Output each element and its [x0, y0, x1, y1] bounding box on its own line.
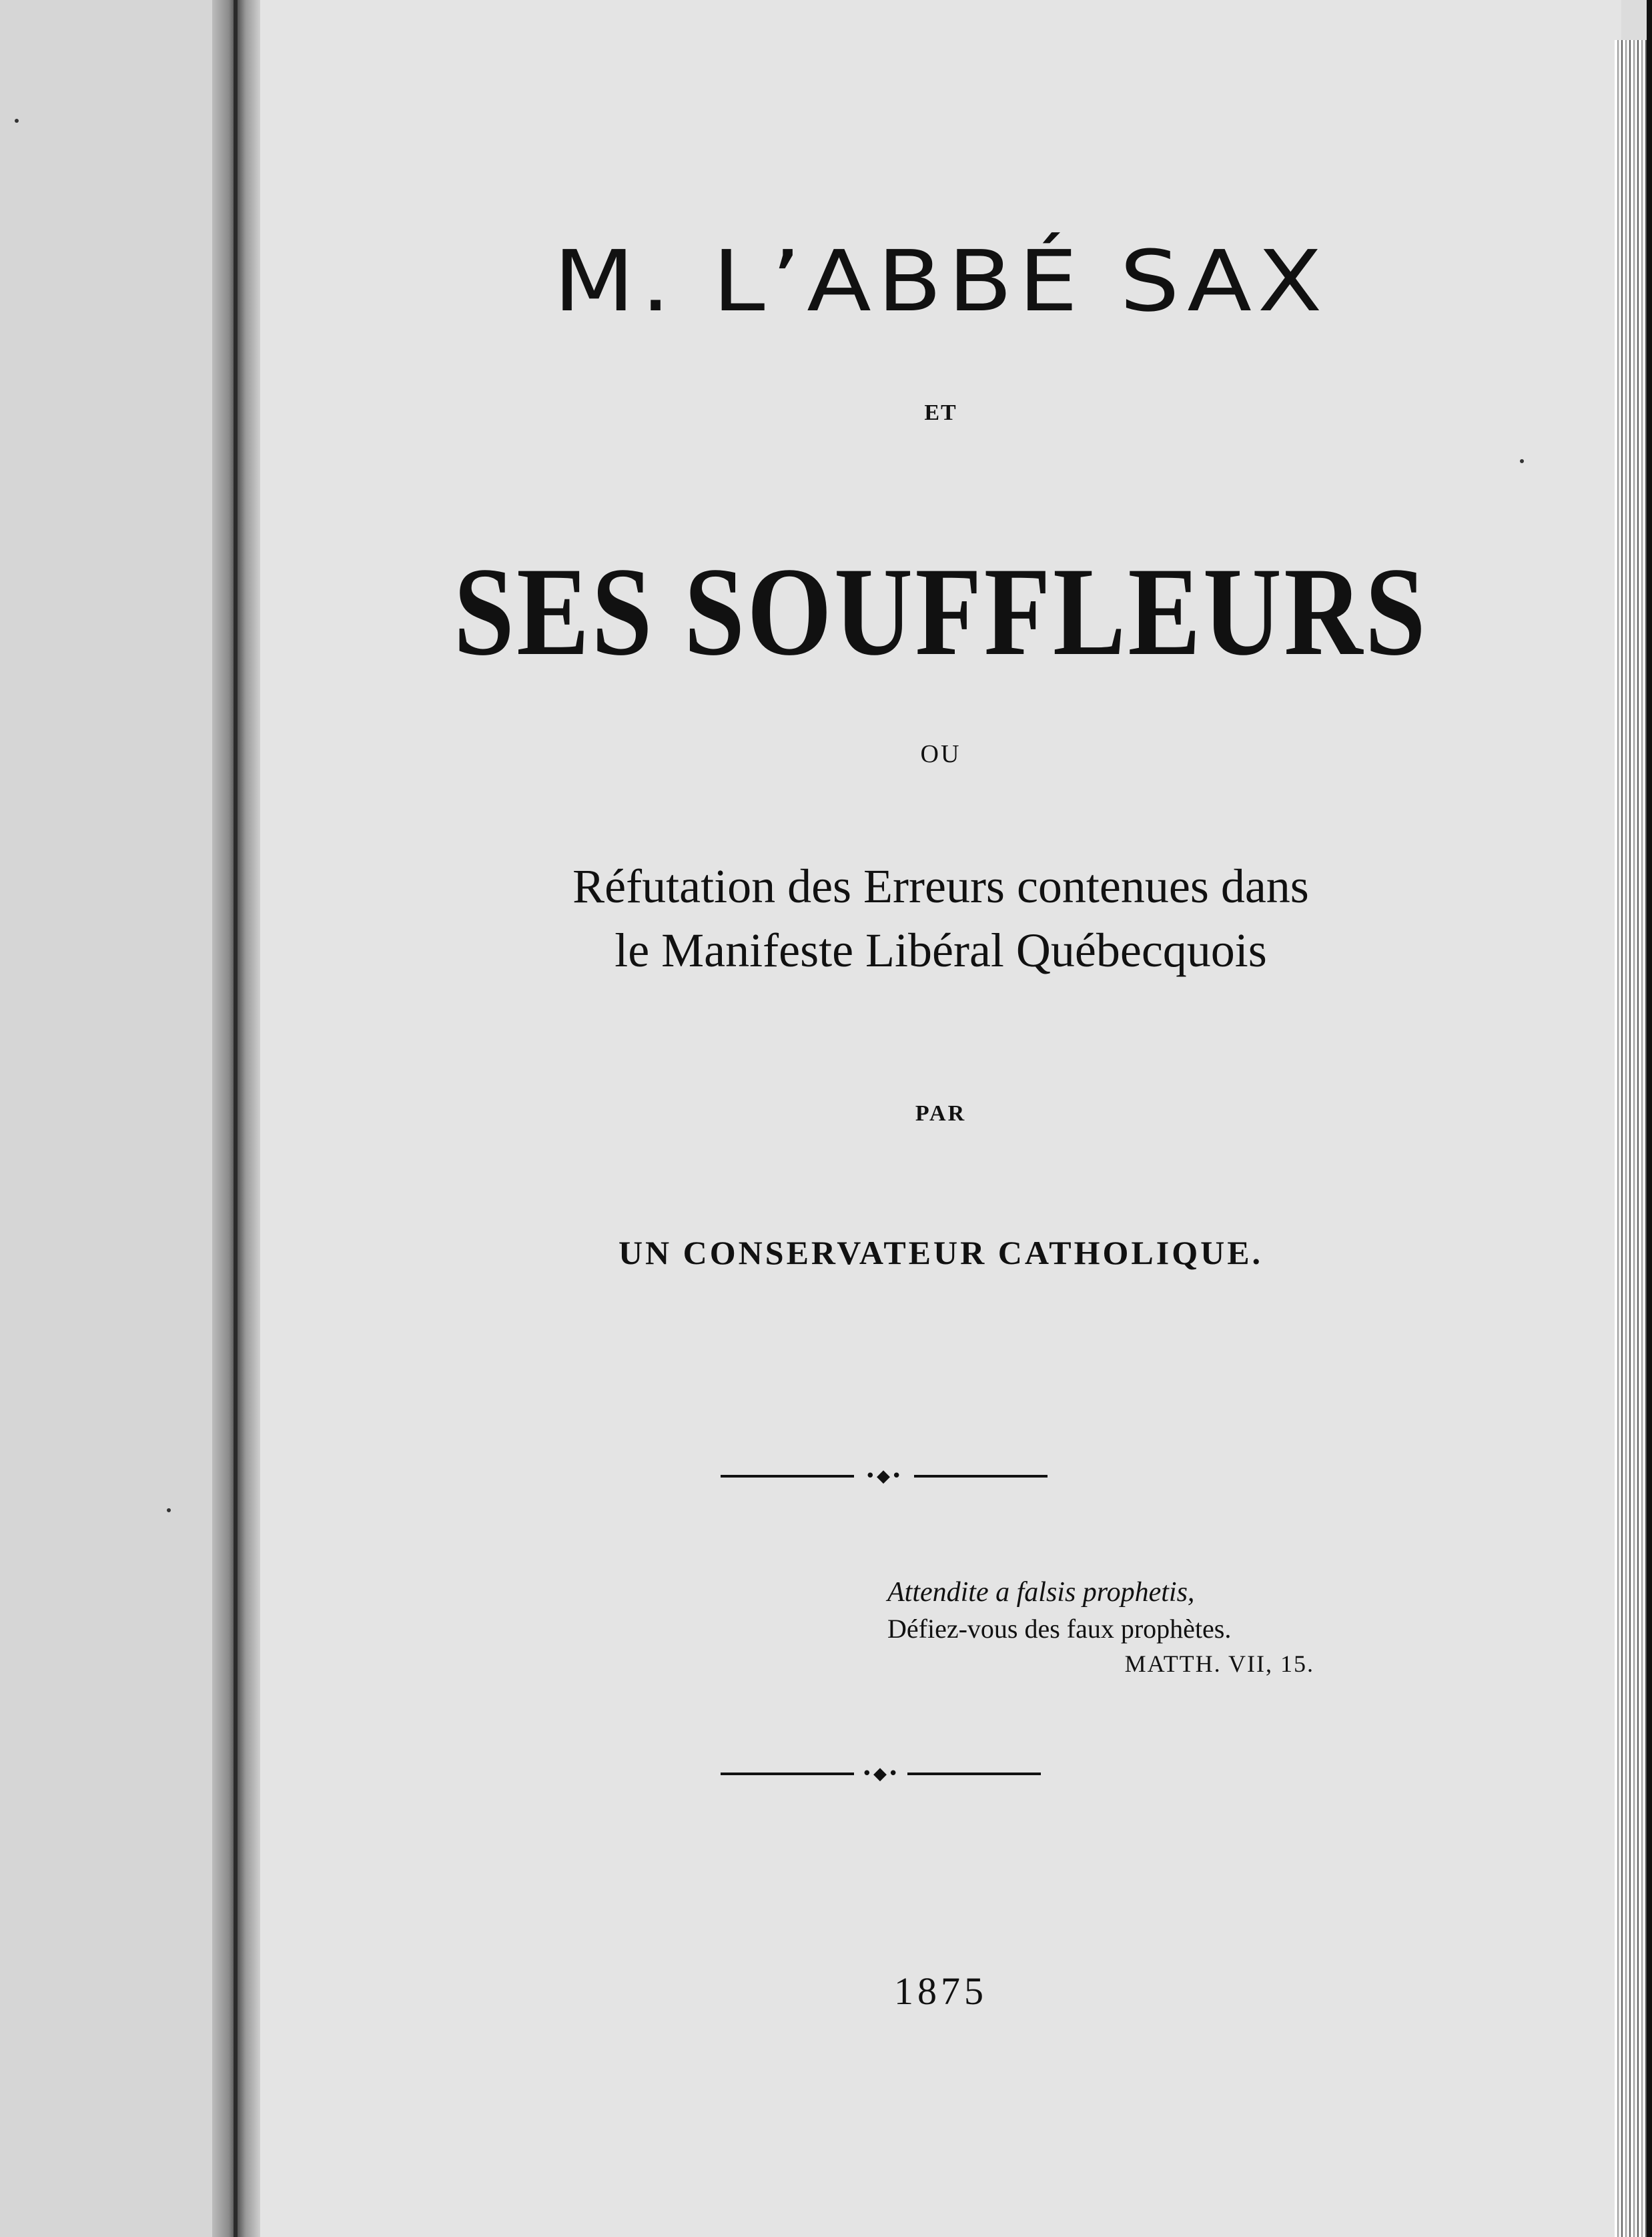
subtitle-line-2: le Manifeste Libéral Québecquois	[614, 924, 1267, 977]
title-conjunction: ET	[924, 400, 957, 425]
book-subtitle	[260, 854, 1621, 982]
rule-line-left	[721, 1773, 854, 1775]
rule-ornament: •◆•	[861, 1764, 900, 1784]
speck	[15, 119, 19, 123]
by-label: PAR	[915, 1101, 967, 1126]
speck	[167, 1508, 171, 1512]
epigraph-french: Défiez-vous des faux prophètes.	[887, 1614, 1232, 1644]
epigraph-reference: MATTH. VII, 15.	[1124, 1650, 1314, 1677]
subtitle-line-1: Réfutation des Erreurs contenues dans	[572, 860, 1309, 913]
ornamental-rule-top	[721, 1463, 1048, 1490]
epigraph	[887, 1574, 1354, 1680]
publication-year: 1875	[894, 1969, 987, 2013]
title-alternative: OU	[920, 740, 961, 768]
rule-ornament: •◆•	[865, 1466, 903, 1486]
gutter-shadow	[234, 0, 238, 2237]
rule-line-right	[907, 1773, 1041, 1775]
ornamental-rule-bottom	[721, 1761, 1041, 1787]
rule-line-right	[914, 1475, 1048, 1478]
author: UN CONSERVATEUR CATHOLIQUE.	[618, 1234, 1264, 1271]
book-main-title: SES SOUFFLEURS	[453, 542, 1428, 682]
rule-line-left	[721, 1475, 854, 1478]
left-page-edge	[0, 0, 227, 2237]
epigraph-latin: Attendite a falsis prophetis,	[887, 1577, 1195, 1608]
book-title: M. L’ABBÉ SAX	[553, 232, 1328, 330]
scan-border	[1647, 0, 1652, 2237]
speck	[1520, 459, 1524, 463]
